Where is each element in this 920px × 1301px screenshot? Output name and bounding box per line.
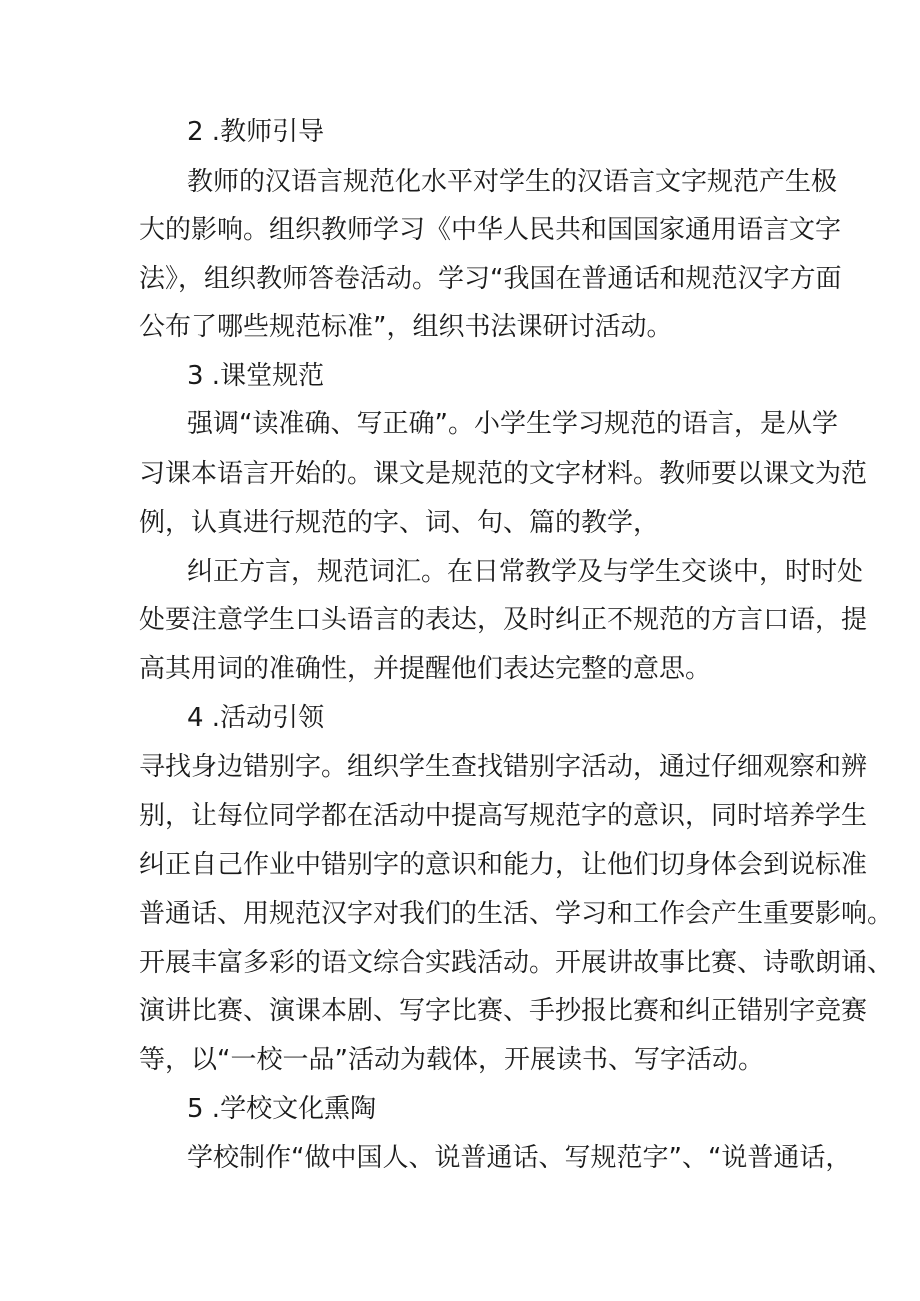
paragraph-line: 演讲比赛、演课本剧、写字比赛、手抄报比赛和纠正错别字竞赛 <box>139 996 868 1026</box>
paragraph-line: 学校制作“做中国人、说普通话、写规范字”、“说普通话， <box>187 1143 852 1173</box>
paragraph-line: 教师的汉语言规范化水平对学生的汉语言文字规范产生极 <box>187 167 838 197</box>
paragraph-line: 公布了哪些规范标准”，组织书法课研讨活动。 <box>139 312 673 342</box>
paragraph-line: 例，认真进行规范的字、词、句、篇的教学， <box>139 508 660 538</box>
section-heading-teacher-guidance: 2 .教师引导 <box>187 117 325 147</box>
paragraph-line: 别，让每位同学都在活动中提高写规范字的意识，同时培养学生 <box>139 801 868 831</box>
paragraph-line: 等，以“一校一品”活动为载体，开展读书、写字活动。 <box>139 1045 764 1075</box>
paragraph-line: 强调“读准确、写正确”。小学生学习规范的语言，是从学 <box>187 409 838 439</box>
paragraph-line: 普通话、用规范汉字对我们的生活、学习和工作会产生重要影响。 <box>139 899 894 929</box>
section-heading-classroom-norms: 3 .课堂规范 <box>187 361 325 391</box>
section-heading-activity-leading: 4 .活动引领 <box>187 703 325 733</box>
paragraph-line: 寻找身边错别字。组织学生查找错别字活动，通过仔细观察和辨 <box>139 752 868 782</box>
paragraph-line: 大的影响。组织教师学习《中华人民共和国国家通用语言文字 <box>139 215 842 245</box>
paragraph-line: 法》，组织教师答卷活动。学习“我国在普通话和规范汉字方面 <box>139 264 842 294</box>
paragraph-line: 纠正自己作业中错别字的意识和能力，让他们切身体会到说标准 <box>139 850 868 880</box>
section-heading-school-culture: 5 .学校文化熏陶 <box>187 1094 377 1124</box>
paragraph-line: 纠正方言，规范词汇。在日常教学及与学生交谈中，时时处 <box>187 557 864 587</box>
paragraph-line: 处要注意学生口头语言的表达，及时纠正不规范的方言口语，提 <box>139 605 868 635</box>
paragraph-line: 高其用词的准确性，并提醒他们表达完整的意思。 <box>139 654 712 684</box>
paragraph-line: 习课本语言开始的。课文是规范的文字材料。教师要以课文为范 <box>139 459 868 489</box>
paragraph-line: 开展丰富多彩的语文综合实践活动。开展讲故事比赛、诗歌朗诵、 <box>139 948 894 978</box>
